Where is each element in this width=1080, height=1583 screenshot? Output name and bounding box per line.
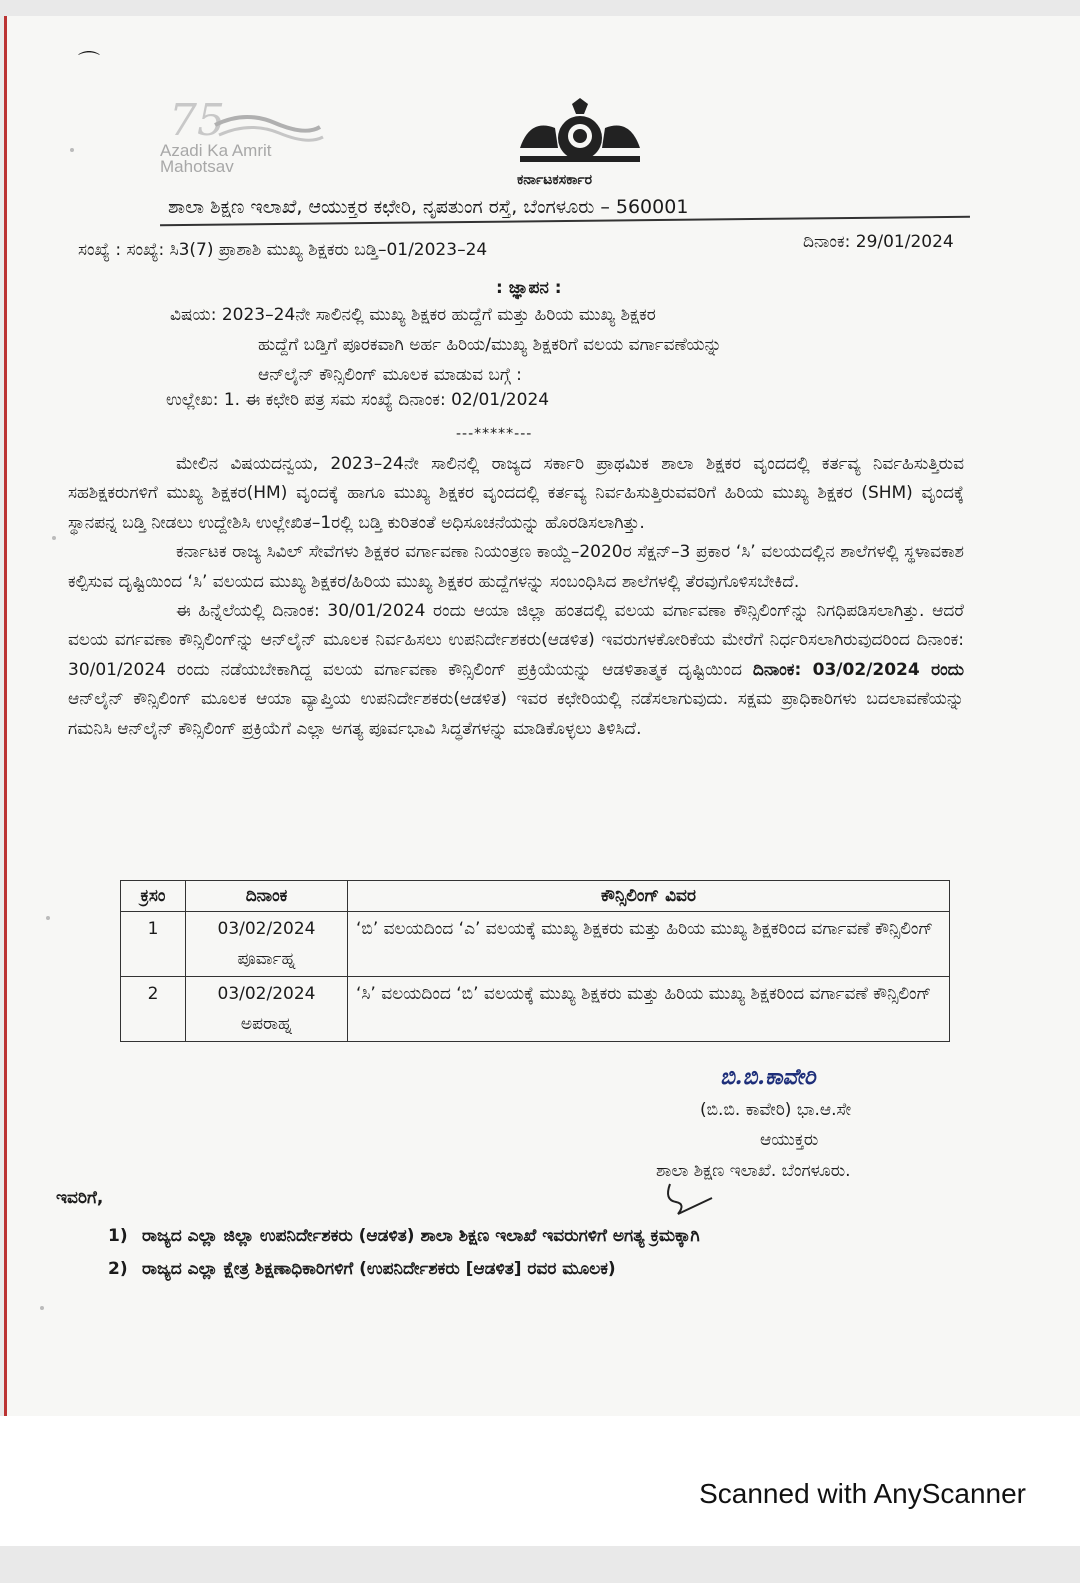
- recipients-label: ಇವರಿಗೆ,: [56, 1188, 104, 1208]
- scan-speck: [70, 148, 74, 152]
- row-serial-no: 2: [121, 977, 186, 1042]
- counselling-schedule-table: [120, 880, 950, 1042]
- recipient-text: ರಾಜ್ಯದ ಎಲ್ಲಾ ಕ್ಷೇತ್ರ ಶಿಕ್ಷಣಾಧಿಕಾರಿಗಳಿಗೆ (ಉಪನಿರ್ದೇಶಕರು [ಆಡಳಿತ] ರವರ ಮೂಲಕ): [142, 1259, 616, 1279]
- scan-speck: [40, 1306, 44, 1310]
- memo-body: [68, 450, 964, 744]
- row-detail: ‘ಸಿ’ ವಲಯದಿಂದ ‘ಬಿ’ ವಲಯಕ್ಕೆ ಮುಖ್ಯ ಶಿಕ್ಷಕರು ಮತ್ತು ಹಿರಿಯ ಮುಖ್ಯ ಶಿಕ್ಷಕರಿಂದ ವರ್ಗಾವಣೆ ಕೌನ್ಸಿಲಿಂಗ್: [348, 977, 950, 1042]
- scanner-watermark: Scanned with AnyScanner: [699, 1478, 1026, 1509]
- list-item: [108, 1253, 968, 1286]
- handwritten-signature: ಬಿ.ಬಿ.ಕಾವೇರಿ: [720, 1064, 816, 1090]
- row-date-cell: [186, 912, 348, 977]
- list-item: [108, 1220, 968, 1253]
- header-counselling-detail: ಕೌನ್ಸಿಲಿಂಗ್ ವಿವರ: [348, 881, 950, 912]
- logo-number: 75: [169, 95, 225, 146]
- row-date-cell: [186, 977, 348, 1042]
- row-date: 03/02/2024: [217, 984, 316, 1004]
- row-detail: ‘ಬಿ’ ವಲಯದಿಂದ ‘ಎ’ ವಲಯಕ್ಕೆ ಮುಖ್ಯ ಶಿಕ್ಷಕರು ಮತ್ತು ಹಿರಿಯ ಮುಖ್ಯ ಶಿಕ್ಷಕರಿಂದ ವರ್ಗಾವಣೆ ಕೌನ್ಸಿಲಿಂಗ್: [348, 912, 950, 977]
- paragraph-1: ಮೇಲಿನ ವಿಷಯದನ್ವಯ, 2023–24ನೇ ಸಾಲಿನಲ್ಲಿ ರಾಜ್ಯದ ಸರ್ಕಾರಿ ಪ್ರಾಥಮಿಕ ಶಾಲಾ ಶಿಕ್ಷಕರ ವೃಂದದಲ್ಲಿ ಕರ್ತವ್ಯ ನಿರ್ವಹಿಸುತ್ತಿರುವ ಸಹಶಿಕ್ಷಕರುಗಳಿಗೆ ಮುಖ್ಯ ಶಿಕ್ಷಕರ(HM) ವೃಂದಕ್ಕೆ ಹಾಗೂ ಮುಖ್ಯ ಶಿಕ್ಷಕರ ವೃಂದದಲ್ಲಿ ಕರ್ತವ್ಯ ನಿರ್ವಹಿಸುತ್ತಿರುವವರಿಗೆ ಹಿರಿಯ ಮುಖ್ಯ ಶಿಕ್ಷಕರ (SHM) ವೃಂದಕ್ಕೆ ಸ್ಥಾನಪನ್ನ ಬಡ್ತಿ ನೀಡಲು ಉದ್ದೇಶಿಸಿ ಉಲ್ಲೇಖಿತ–1ರಲ್ಲಿ ಬಡ್ತಿ ಕುರಿತಂತೆ ಅಧಿಸೂಚನೆಯನ್ನು ಹೊರಡಿಸಲಾಗಿತ್ತು.: [68, 454, 964, 533]
- subject-line-2: ಹುದ್ದೆಗೆ ಬಡ್ತಿಗೆ ಪೂರಕವಾಗಿ ಅರ್ಹ ಹಿರಿಯ/ಮುಖ್ಯ ಶಿಕ್ಷಕರಿಗೆ ವಲಯ ವರ್ಗಾವಣೆಯನ್ನು: [258, 335, 722, 355]
- subject-line-1: ವಿಷಯ: 2023–24ನೇ ಸಾಲಿನಲ್ಲಿ ಮುಖ್ಯ ಶಿಕ್ಷಕರ ಹುದ್ದೆಗೆ ಮತ್ತು ಹಿರಿಯ ಮುಖ್ಯ ಶಿಕ್ಷಕರ: [170, 305, 656, 325]
- separator-stars: ---*****---: [456, 426, 533, 442]
- memo-title: : ಜ್ಞಾಪನ :: [496, 278, 562, 298]
- corner-tick-mark: ⌒: [78, 51, 101, 76]
- row-session: ಪೂರ್ವಾಹ್ನ: [237, 949, 296, 969]
- karnataka-state-emblem: [510, 98, 650, 168]
- paragraph-3-bold-date: ದಿನಾಂಕ: 03/02/2024 ರಂದು: [752, 659, 965, 680]
- header-date: ದಿನಾಂಕ: [186, 881, 348, 912]
- row-serial-no: 1: [121, 912, 186, 977]
- row-date: 03/02/2024: [217, 919, 316, 939]
- reference-line: ಉಲ್ಲೇಖ: 1. ಈ ಕಛೇರಿ ಪತ್ರ ಸಮ ಸಂಖ್ಯೆ ದಿನಾಂಕ: 02/01/2024: [166, 390, 550, 410]
- recipient-number: 2): [108, 1259, 128, 1279]
- scan-speck: [52, 536, 56, 540]
- recipient-text: ರಾಜ್ಯದ ಎಲ್ಲಾ ಜಿಲ್ಲಾ ಉಪನಿರ್ದೇಶಕರು (ಆಡಳಿತ) ಶಾಲಾ ಶಿಕ್ಷಣ ಇಲಾಖೆ ಇವರುಗಳಿಗೆ ಅಗತ್ಯ ಕ್ರಮಕ್ಕಾಗಿ: [142, 1226, 700, 1246]
- signatory-office: ಶಾಲಾ ಶಿಕ್ಷಣ ಇಲಾಖೆ. ಬೆಂಗಳೂರು.: [656, 1161, 851, 1181]
- table-row: [121, 912, 950, 977]
- initials-mark: [662, 1180, 722, 1220]
- header-serial-no: ಕ್ರಸಂ: [121, 881, 186, 912]
- department-address-line: ಶಾಲಾ ಶಿಕ್ಷಣ ಇಲಾಖೆ, ಆಯುಕ್ತರ ಕಛೇರಿ, ನೃಪತುಂಗ ರಸ್ತೆ, ಬೆಂಗಳೂರು – 560001: [168, 196, 689, 218]
- scan-speck: [46, 916, 50, 920]
- recipient-number: 1): [108, 1226, 128, 1246]
- bottom-margin: [0, 1546, 1080, 1583]
- subject-line-3: ಆನ್‌ಲೈನ್ ಕೌನ್ಸಿಲಿಂಗ್ ಮೂಲಕ ಮಾಡುವ ಬಗ್ಗೆ :: [258, 365, 522, 385]
- government-name: ಕರ್ನಾಟಕಸರ್ಕಾರ: [517, 172, 593, 188]
- document-date: ದಿನಾಂಕ: 29/01/2024: [803, 232, 954, 252]
- reference-number: ಸಂಖ್ಯೆ : ಸಂಖ್ಯೆ: ಸಿ3(7) ಪ್ರಾಶಾಶಿ ಮುಖ್ಯ ಶಿಕ್ಷಕರು ಬಡ್ತಿ–01/2023–24: [78, 240, 488, 260]
- table-header-row: [121, 881, 950, 912]
- paragraph-3-part-b: ಆನ್‌ಲೈನ್ ಕೌನ್ಸಿಲಿಂಗ್ ಮೂಲಕ ಆಯಾ ವ್ಯಾಪ್ತಿಯ ಉಪನಿರ್ದೇಶಕರು(ಆಡಳಿತ) ಇವರ ಕಛೇರಿಯಲ್ಲಿ ನಡೆಸಲಾಗುವುದು. ಸಕ್ಷಮ ಪ್ರಾಧಿಕಾರಿಗಳು ಬದಲಾವಣೆಯನ್ನು ಗಮನಿಸಿ ಆನ್‌ಲೈನ್ ಕೌನ್ಸಿಲಿಂಗ್ ಪ್ರಕ್ರಿಯೆಗೆ ಎಲ್ಲಾ ಅಗತ್ಯ ಪೂರ್ವಭಾವಿ ಸಿದ್ಧತೆಗಳನ್ನು ಮಾಡಿಕೊಳ್ಳಲು ತಿಳಿಸಿದೆ.: [68, 689, 964, 739]
- table-row: [121, 977, 950, 1042]
- signatory-designation: ಆಯುಕ್ತರು: [760, 1130, 819, 1150]
- paragraph-3-part-a: ಈ ಹಿನ್ನೆಲೆಯಲ್ಲಿ ದಿನಾಂಕ: 30/01/2024 ರಂದು ಆಯಾ ಜಿಲ್ಲಾ ಹಂತದಲ್ಲಿ ವಲಯ ವರ್ಗಾವಣಾ ಕೌನ್ಸಿಲಿಂಗ್‌ನ್ನು ನಿಗಧಿಪಡಿಸಲಾಗಿತ್ತು. ಆದರೆ ವಲಯ ವರ್ಗವಣಾ ಕೌನ್ಸಿಲಿಂಗ್‌ನ್ನು ಆನ್‌ಲೈನ್ ಮೂಲಕ ನಿರ್ವಹಿಸಲು ಉಪನಿರ್ದೇಶಕರು(ಆಡಳಿತ) ಇವರುಗಳಕೋರಿಕೆಯ ಮೇರೆಗೆ ನಿರ್ಧರಿಸಲಾಗಿರುವುದರಿಂದ ದಿನಾಂಕ: 30/01/2024 ರಂದು ನಡೆಯಬೇಕಾಗಿದ್ದ ವಲಯ ವರ್ಗಾವಣಾ ಕೌನ್ಸಿಲಿಂಗ್ ಪ್ರಕ್ರಿಯೆಯನ್ನು ಆಡಳಿತಾತ್ಮಕ ದೃಷ್ಟಿಯಿಂದ: [68, 601, 964, 680]
- paragraph-2: ಕರ್ನಾಟಕ ರಾಜ್ಯ ಸಿವಿಲ್ ಸೇವೆಗಳು ಶಿಕ್ಷಕರ ವರ್ಗಾವಣಾ ನಿಯಂತ್ರಣ ಕಾಯ್ದೆ–2020ರ ಸೆಕ್ಷನ್–3 ಪ್ರಕಾರ ‘ಸಿ’ ವಲಯದಲ್ಲಿನ ಶಾಲೆಗಳಲ್ಲಿ ಸ್ಥಳಾವಕಾಶ ಕಲ್ಪಿಸುವ ದೃಷ್ಟಿಯಿಂದ ‘ಸಿ’ ವಲಯದ ಮುಖ್ಯ ಶಿಕ್ಷಕರ/ಹಿರಿಯ ಮುಖ್ಯ ಶಿಕ್ಷಕರ ಹುದ್ದೆಗಳನ್ನು ಸಂಬಂಧಿಸಿದ ಶಾಲೆಗಳಲ್ಲಿ ತೆರವುಗೊಳಿಸಬೇಕಿದೆ.: [68, 542, 964, 592]
- paragraph-3: [68, 597, 964, 744]
- signatory-name: (ಬಿ.ಬಿ. ಕಾವೇರಿ) ಭಾ.ಆ.ಸೇ: [700, 1100, 852, 1120]
- azadi-logo-text: Azadi Ka Amrit Mahotsav: [160, 141, 272, 176]
- recipients-list: [108, 1220, 968, 1286]
- row-session: ಅಪರಾಹ್ನ: [240, 1014, 293, 1034]
- subject-block: [170, 300, 970, 390]
